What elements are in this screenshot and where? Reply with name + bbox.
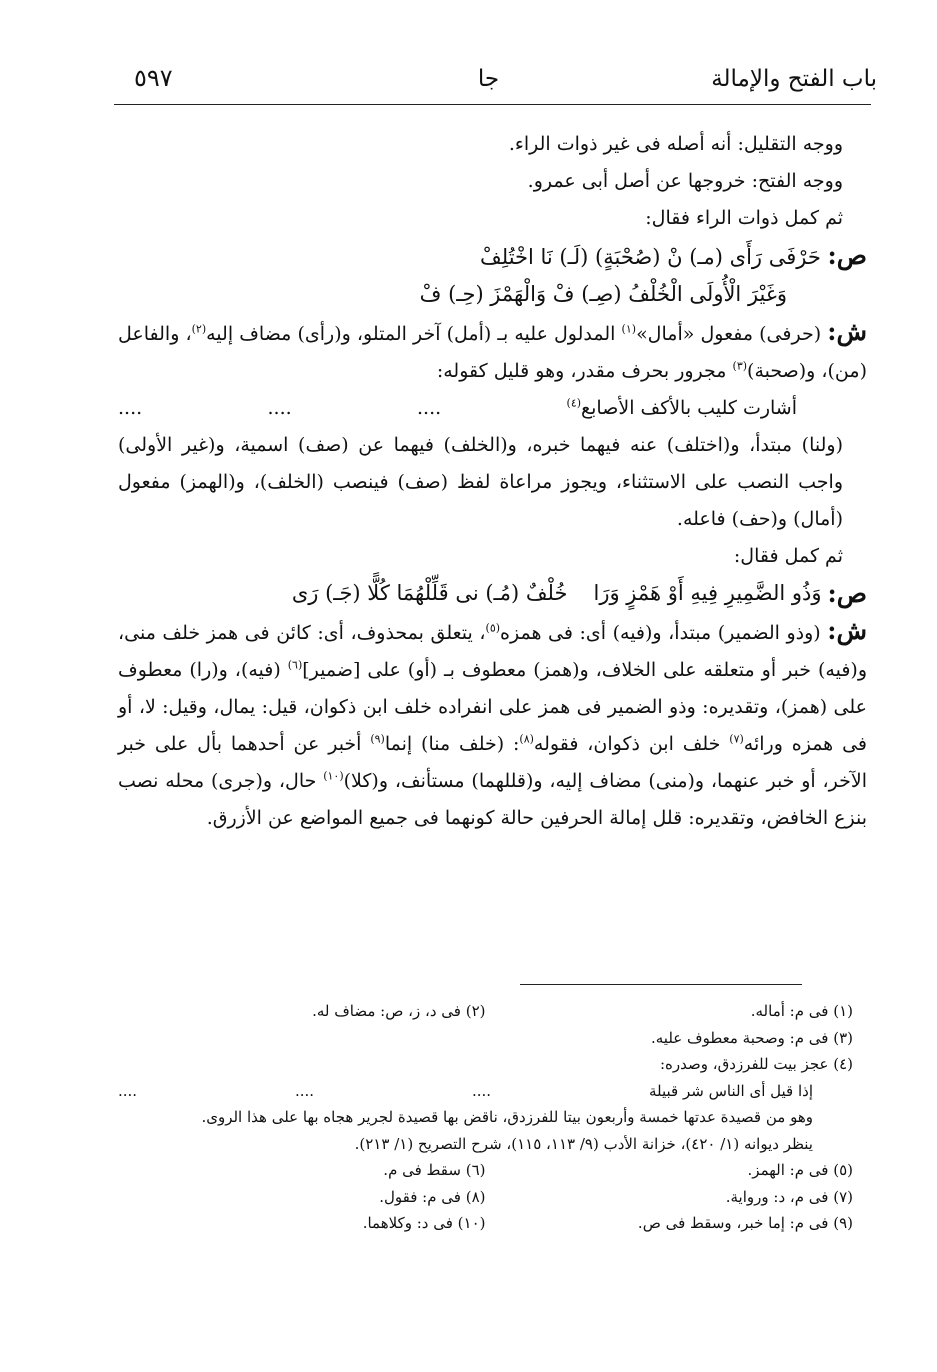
footnote: (١) فى م: أماله.: [750, 1002, 853, 1020]
main-text: [118, 126, 867, 837]
commentary-marker: ش:: [827, 616, 867, 645]
quote-text: أشارت كليب بالأكف الأصابع: [581, 397, 797, 419]
verse-block: [118, 237, 867, 313]
ellipsis: ....: [118, 1081, 138, 1100]
footnote-ref: (٨): [519, 732, 534, 746]
commentary-text: : (خلف منا) إنما: [384, 733, 520, 755]
commentary-text: (وذو الضمير) مبتدأ، و(فيه) أى: فى همزه: [500, 622, 821, 644]
footnote-verse-text: إذا قيل أى الناس شر قبيلة: [648, 1081, 813, 1100]
commentary-text: حال، و(جرى) محله نصب بنزع الخافض، وتقديره: قلل إمالة الحرفين حالة كونهما فى جميع المواضع عن الأزرق.: [118, 770, 867, 829]
footnote: (٧) فى م، د: ورواية.: [725, 1187, 853, 1206]
footnote-ref: (٧): [729, 732, 744, 746]
quote-text-wrap: [567, 390, 867, 427]
footnote: (٥) فى م: الهمز.: [747, 1161, 853, 1179]
volume-label: جا: [477, 66, 500, 92]
verse-hemistich: وَغَيْرَ الْأُولَى الْخُلْفُ (صِـ) فْ وَالْهَمْزَ (حِـ) فْ: [419, 282, 787, 306]
footnote-ref: (٦): [287, 658, 303, 672]
footnote: (١٠) فى د: وكلاهما.: [362, 1214, 486, 1232]
commentary-text: أخبر عن أحدهما بأل على خبر الآخر، أو خبر عنهما، و(منى) مضاف إليه، و(قللهما) مستأنف، و(كلا): [118, 733, 867, 792]
footnote-ref: (٤): [566, 396, 582, 410]
footnote-ref: (٥): [485, 621, 501, 635]
footnote: (٣) فى م: وصحبة معطوف عليه.: [651, 1028, 853, 1047]
ellipsis: ....: [294, 1081, 315, 1100]
footnotes: [118, 998, 853, 1237]
commentary-text: ، والفاعل (من)، و(صحبة): [118, 323, 867, 382]
commentary-text: (فيه)، و(را) معطوف على (همز)، وتقديره: وذو الضمير فى همز على انفراده خلف ابن ذكوان، قيل: يمال، وقيل: لا، أو فى همزه ورائه: [118, 659, 867, 755]
verse-block: [118, 575, 867, 612]
footnote-ref: (٢): [191, 322, 207, 336]
footnote-ref: (٣): [732, 359, 748, 373]
footnote-ref: (١): [621, 322, 637, 336]
commentary-text: خلف ابن ذكوان، فقوله: [533, 733, 730, 755]
ellipsis: ....: [417, 397, 442, 419]
footnote: (٢) فى د، ز، ص: مضاف له.: [312, 1002, 486, 1020]
footnote: (٦) سقط فى م.: [383, 1161, 486, 1179]
chapter-title: باب الفتح والإمالة: [711, 66, 877, 92]
footnote-ref: (٩): [370, 732, 385, 746]
footnote-reference: ينظر ديوانه (١/ ٤٢٠)، خزانة الأدب (٩/ ١١٣، ١١٥)، شرح التصريح (١/ ٢١٣).: [354, 1134, 813, 1153]
verse-hemistich: خُلْفٌ (مُـ) نى قَلِّلْهُمَا كُلًّا (جَـ) رَى: [291, 581, 568, 605]
footnote: (٨) فى م: فقول.: [379, 1187, 486, 1206]
paragraph: ووجه التقليل: أنه أصله فى غير ذوات الراء.: [508, 133, 843, 155]
footnote-row: [118, 1210, 853, 1237]
footnote-row: [118, 998, 853, 1025]
commentary-paragraph: [118, 612, 867, 837]
verse-hemistich: وَذُو الضَّمِيرِ فِيهِ أَوْ هَمْزٍ وَرَا: [593, 581, 822, 605]
verse-marker: ص:: [827, 241, 867, 270]
running-header: [100, 58, 877, 108]
paragraph: (ولنا) مبتدأ، و(اختلف) عنه فيهما خبره، و(الخلف) فيهما عن (صف) اسمية، و(غير الأولى) واجب النصب على الاستثناء، ويجوز مراعاة لفظ (صف) فينصب (الخلف)، و(الهمز) مفعول (أمال) و(حف) فاعله.: [118, 434, 843, 530]
commentary-text: ، يتعلق بمحذوف، أى: كائن فى همز خلف منى، و(فيه) خبر أو متعلقه على الخلاف، و(همز) معطوف بـ (أو) على [ضمير]: [118, 622, 867, 681]
footnote: (٤) عجز بيت للفرزدق، وصدره:: [660, 1055, 853, 1073]
commentary-text: (حرفى) مفعول «أمال»: [636, 323, 822, 345]
footnote-rule: [520, 984, 802, 985]
verse-hemistich: حَرْفَى رَأَى (مـ) نْ (صُحْبَةٍ) (لَـ) نَا اخْتُلِفْ: [480, 245, 821, 269]
verse-marker: ص:: [827, 579, 867, 608]
footnote-note: وهو من قصيدة عدتها خمسة وأربعون بيتا للفرزدق، ناقض بها قصيدة لجرير هجاه بها على هذا الروى.: [201, 1108, 813, 1126]
ellipsis: ....: [118, 397, 143, 419]
paragraph: ثم كمل ذوات الراء فقال:: [645, 207, 843, 229]
ellipsis: ....: [471, 1081, 492, 1100]
verse-line: [118, 237, 867, 276]
commentary-text: مجرور بحرف مقدر، وهو قليل كقوله:: [436, 360, 733, 382]
footnote-row: [118, 1184, 853, 1211]
footnote: (٩) فى م: إما خبر، وسقط فى ص.: [637, 1214, 853, 1232]
footnote-row: [118, 1157, 853, 1184]
header-rule: [114, 104, 871, 105]
paragraph: ووجه الفتح: خروجها عن أصل أبى عمرو.: [527, 170, 843, 192]
footnote-ref: (١٠): [323, 769, 344, 783]
footnote-verse: [118, 1078, 853, 1105]
page-number: ٥٩٧: [134, 64, 173, 92]
commentary-text: المدلول عليه بـ (أمل) آخر المتلو، و(رأى) مضاف إليه: [206, 323, 622, 345]
quoted-verse: [118, 390, 867, 427]
ellipsis: ....: [267, 397, 292, 419]
paragraph: ثم كمل فقال:: [733, 545, 843, 567]
commentary-marker: ش:: [827, 317, 867, 346]
commentary-paragraph: [118, 313, 867, 390]
